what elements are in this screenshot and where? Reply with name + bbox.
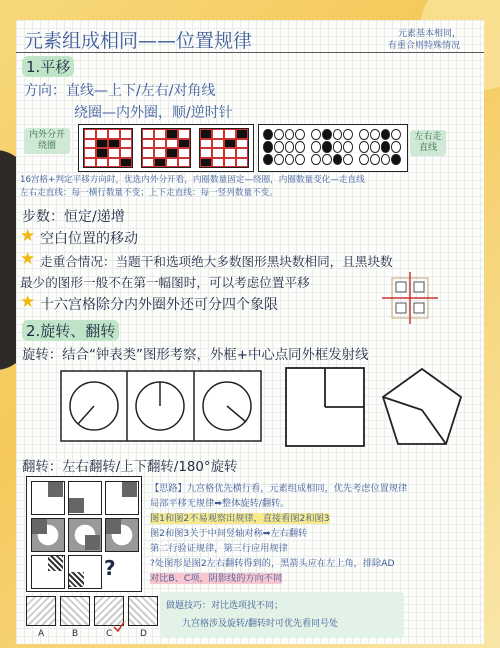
grid-cell xyxy=(200,148,212,158)
circle-cell xyxy=(381,129,391,140)
option-label-c: C xyxy=(106,629,113,639)
analysis-line-1: 【思路】九宫格优先横行看，元素组成相同，优先考虑位置规律 xyxy=(150,483,408,494)
tile-shading xyxy=(122,482,137,497)
grid-cell xyxy=(166,148,178,158)
grid-cell xyxy=(224,129,236,139)
grid-cell xyxy=(154,139,166,149)
puzzle-tile xyxy=(105,481,139,515)
analysis-line-6: ?处图形是图2左右翻转得到的，黑箭头应在左上角，排除AD xyxy=(150,558,395,569)
puzzle-tile xyxy=(31,481,65,515)
circle-cell xyxy=(311,154,321,165)
grid-cell xyxy=(236,158,248,168)
sixteen-grid-figures xyxy=(78,124,254,172)
grid-cell xyxy=(84,148,96,158)
grid-cell xyxy=(154,148,166,158)
circle-cell xyxy=(311,129,321,140)
grid-cell xyxy=(96,148,108,158)
option-tile[interactable] xyxy=(128,596,158,626)
analysis-line-4: 图2和图3关于中间竖轴对称➡左右翻转 xyxy=(150,528,308,539)
header-note-line1: 元素基本相同， xyxy=(398,29,462,39)
circle-cell xyxy=(274,154,284,165)
circle-cell xyxy=(391,141,401,152)
point-overlap-2: 最少的图形一般不在第一幅图时，可以考虑位置平移 xyxy=(20,275,310,290)
grid-cell xyxy=(224,148,236,158)
circle-cell xyxy=(274,129,284,140)
circle-cell xyxy=(285,129,295,140)
square-center-figure xyxy=(284,366,366,448)
circle-cell xyxy=(381,154,391,165)
section-heading-translation: 1.平移 xyxy=(22,56,74,77)
grid-cell xyxy=(200,139,212,149)
tile-shading xyxy=(106,519,121,534)
tile-shading xyxy=(85,535,100,550)
nine-grid-puzzle xyxy=(26,476,142,592)
grid-cell xyxy=(108,139,120,149)
grid-cell xyxy=(178,158,190,168)
title-divider xyxy=(16,52,484,53)
direction-line-1: 方向：直线—上下/左右/对角线 xyxy=(24,83,216,99)
answer-options xyxy=(26,596,166,626)
grid-cell xyxy=(212,158,224,168)
circle-cell xyxy=(370,154,380,165)
analysis-line-5: 第二行验证规律，第三行应用规律 xyxy=(150,543,288,554)
grid-cell xyxy=(96,129,108,139)
circle-cell xyxy=(295,141,305,152)
grid-cell xyxy=(200,158,212,168)
analysis-highlight: 对比B、C项，阴影线的方向不同 xyxy=(150,573,283,584)
star-icon: ★ xyxy=(20,292,36,312)
grid-cell xyxy=(142,158,154,168)
grid-cell xyxy=(200,129,212,139)
circle-cell xyxy=(285,154,295,165)
circle-cell xyxy=(391,154,401,165)
grid-cell xyxy=(178,129,190,139)
circle-cell xyxy=(322,154,332,165)
option-tile[interactable] xyxy=(60,596,90,626)
circle-grid-figures xyxy=(258,124,408,172)
circle-cell xyxy=(359,141,369,152)
grid-cell xyxy=(166,139,178,149)
grid-cell xyxy=(236,139,248,149)
tip-line-2: 九宫格涉及旋转/翻转时可优先看同号处 xyxy=(182,619,339,629)
puzzle-tile xyxy=(68,518,102,552)
circle-cell xyxy=(391,129,401,140)
grid-cell xyxy=(96,139,108,149)
tip-line-1: 做题技巧：对比选项找不同； xyxy=(166,601,284,611)
point-quadrants: 十六宫格除分内外圈外还可分四个象限 xyxy=(40,297,278,313)
point-overlap-1: 走重合情况：当题干和选项绝大多数图形黑块数相同，且黑块数 xyxy=(40,254,393,269)
circle-cell xyxy=(322,129,332,140)
page-title: 元素组成相同——位置规律 xyxy=(24,30,253,52)
badge-left-right: 左右走直线 xyxy=(410,130,446,156)
grid-cell xyxy=(84,129,96,139)
badge-inner-outer: 内外分开绕圈 xyxy=(24,128,70,154)
question-mark: ? xyxy=(104,556,116,580)
grid-cell xyxy=(224,158,236,168)
grid-cell xyxy=(166,158,178,168)
option-label-b: B xyxy=(72,629,79,639)
puzzle-tile xyxy=(68,555,102,589)
clock-figures xyxy=(60,370,262,442)
circle-cell xyxy=(333,129,343,140)
circle-grid xyxy=(263,129,305,165)
puzzle-tile xyxy=(31,518,65,552)
grid-cell xyxy=(142,139,154,149)
grid-cell xyxy=(154,129,166,139)
circle-cell xyxy=(274,141,284,152)
option-tile[interactable] xyxy=(26,596,56,626)
circle-cell xyxy=(359,154,369,165)
tile-shading xyxy=(32,519,47,534)
grid-cell xyxy=(142,148,154,158)
option-label-a: A xyxy=(38,629,45,639)
grid-cell xyxy=(212,129,224,139)
circle-cell xyxy=(359,129,369,140)
grid-cell xyxy=(224,139,236,149)
section-heading-rotation: 2.旋转、翻转 xyxy=(22,320,119,341)
grid-description-2: 左右走直线：每一横行数量不变；上下走直线：每一竖列数量不变。 xyxy=(20,188,278,198)
circle-cell xyxy=(381,141,391,152)
grid-cell xyxy=(108,148,120,158)
circle-cell xyxy=(295,129,305,140)
grid-cell xyxy=(120,129,132,139)
tile-shading xyxy=(69,572,84,587)
circle-grid xyxy=(359,129,401,165)
check-mark-icon xyxy=(112,620,126,634)
tile-shading xyxy=(48,482,63,497)
grid-cell xyxy=(178,148,190,158)
circle-cell xyxy=(311,141,321,152)
star-icon: ★ xyxy=(20,226,36,246)
puzzle-tile xyxy=(68,481,102,515)
circle-cell xyxy=(370,141,380,152)
grid-cell xyxy=(166,129,178,139)
flip-description: 翻转：左右翻转/上下翻转/180°旋转 xyxy=(22,460,238,475)
grid-cell xyxy=(212,139,224,149)
circle-cell xyxy=(263,154,273,165)
circle-cell xyxy=(263,129,273,140)
circle-cell xyxy=(263,141,273,152)
grid-cell xyxy=(212,148,224,158)
puzzle-tile xyxy=(105,518,139,552)
grid-cell xyxy=(84,158,96,168)
grid-cell xyxy=(84,139,96,149)
circle-cell xyxy=(370,129,380,140)
tile-shading xyxy=(69,498,84,513)
circle-cell xyxy=(285,141,295,152)
grid-cell xyxy=(236,148,248,158)
sixteen-grid xyxy=(199,128,249,168)
grid-cell xyxy=(120,158,132,168)
pentagon-figure xyxy=(380,366,464,450)
circle-cell xyxy=(333,141,343,152)
grid-cell xyxy=(142,129,154,139)
rotation-description: 旋转：结合“钟表类”图形考察，外框+中心点同外框发射线 xyxy=(22,348,369,363)
grid-cell xyxy=(154,158,166,168)
option-label-d: D xyxy=(140,629,147,639)
grid-cell xyxy=(108,158,120,168)
analysis-line-2: 局部平移无规律➡整体旋转/翻转。 xyxy=(150,498,290,509)
analysis-highlight: 图1和图2不易观察出规律，直接看图2和图3 xyxy=(150,513,330,524)
circle-cell xyxy=(343,141,353,152)
analysis-line-3 xyxy=(150,510,330,524)
sixteen-grid xyxy=(83,128,133,168)
sixteen-grid xyxy=(141,128,191,168)
grid-cell xyxy=(120,139,132,149)
direction-line-2: 绕圈—内外圈，顺/逆时针 xyxy=(74,105,233,121)
circle-cell xyxy=(295,154,305,165)
circle-cell xyxy=(333,154,343,165)
point-blank-move: 空白位置的移动 xyxy=(40,231,138,247)
grid-cell xyxy=(108,129,120,139)
circle-cell xyxy=(343,154,353,165)
grid-cell xyxy=(120,148,132,158)
star-icon: ★ xyxy=(20,249,36,269)
note-paper xyxy=(16,20,484,644)
grid-description-1: 16宫格+判定平移方向时，优选内外分开看，内圈数量固定—绕圈，内圈数量变化—走直线 xyxy=(20,175,365,185)
step-count-label: 步数：恒定/递增 xyxy=(22,209,125,225)
header-note-line2: 有重合则特殊情况 xyxy=(388,41,461,51)
quadrant-icon xyxy=(378,270,442,326)
circle-cell xyxy=(343,129,353,140)
grid-cell xyxy=(178,139,190,149)
circle-grid xyxy=(311,129,353,165)
grid-cell xyxy=(96,158,108,168)
analysis-line-7 xyxy=(150,570,282,584)
grid-cell xyxy=(236,129,248,139)
tile-shading xyxy=(48,556,63,571)
puzzle-tile xyxy=(31,555,65,589)
circle-cell xyxy=(322,141,332,152)
